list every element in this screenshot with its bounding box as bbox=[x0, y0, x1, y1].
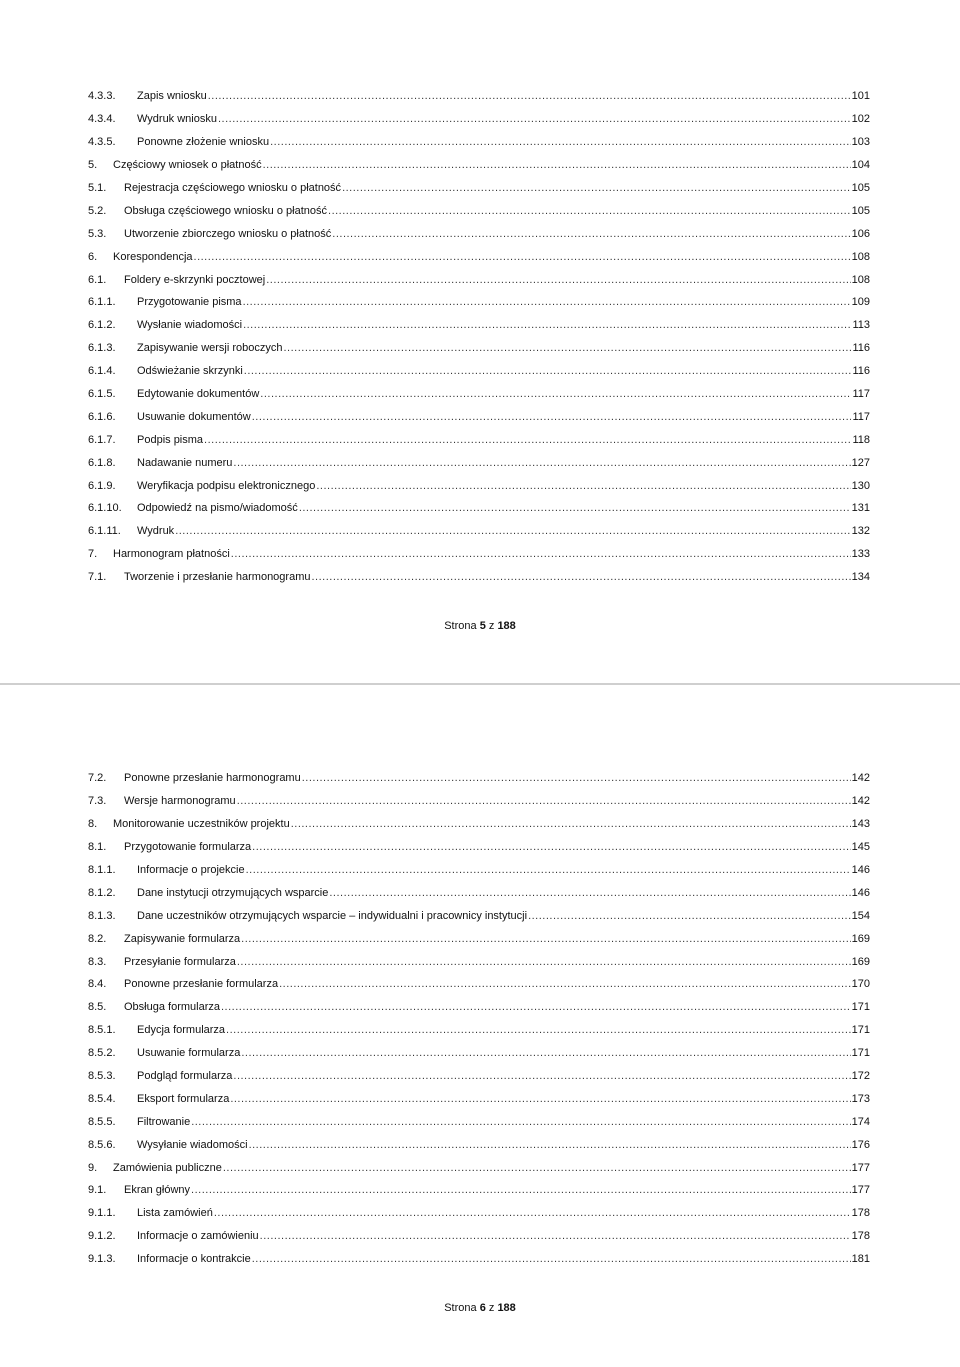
toc-dot-leader bbox=[223, 1161, 851, 1175]
toc-entry[interactable] bbox=[88, 474, 870, 497]
toc-dot-leader bbox=[342, 181, 851, 195]
toc-entry[interactable] bbox=[88, 497, 870, 520]
toc-entry[interactable] bbox=[88, 767, 870, 790]
toc-entry-title: Wydruk wniosku bbox=[137, 113, 217, 126]
toc-entry-number: 6.1.9. bbox=[88, 479, 116, 492]
toc-entry-number: 6.1.11. bbox=[88, 525, 121, 538]
toc-entry-title: Harmonogram płatności bbox=[113, 548, 230, 561]
toc-entry-title: Dane instytucji otrzymujących wsparcie bbox=[137, 886, 329, 899]
toc-entry-title: Zapisywanie wersji roboczych bbox=[137, 342, 283, 355]
toc-entry-title: Obsługa formularza bbox=[124, 1001, 220, 1014]
footer-current-page: 5 bbox=[479, 620, 486, 632]
toc-entry[interactable] bbox=[88, 973, 870, 996]
toc-entry-title: Edytowanie dokumentów bbox=[137, 388, 260, 401]
toc-entry-number: 6.1. bbox=[88, 273, 107, 286]
toc-entry[interactable] bbox=[88, 451, 870, 474]
toc-dot-leader bbox=[528, 909, 851, 923]
toc-entry-title: Eksport formularza bbox=[137, 1092, 230, 1105]
toc-dot-leader bbox=[226, 1023, 851, 1037]
toc-dot-leader bbox=[252, 1252, 851, 1266]
toc-entry-number: 5.3. bbox=[88, 227, 107, 240]
toc-entry-number: 8.4. bbox=[88, 978, 107, 991]
toc-dot-leader bbox=[266, 273, 850, 287]
toc-entry-page-number: 134 bbox=[851, 571, 870, 584]
toc-entry[interactable] bbox=[88, 1156, 870, 1179]
toc-dot-leader bbox=[270, 135, 851, 149]
toc-entry-page-number: 146 bbox=[851, 864, 870, 876]
toc-dot-leader bbox=[316, 479, 850, 493]
toc-dot-leader bbox=[175, 524, 850, 538]
toc-entry-page-number: 117 bbox=[852, 410, 870, 423]
toc-entry-title: Wersje harmonogramu bbox=[124, 795, 236, 808]
toc-entry-page-number: 171 bbox=[851, 1047, 870, 1060]
toc-entry[interactable] bbox=[88, 108, 870, 131]
toc-entry[interactable] bbox=[88, 836, 870, 859]
toc-entry-page-number: 133 bbox=[851, 548, 870, 561]
toc-entry-title: Ponowne przesłanie harmonogramu bbox=[124, 772, 301, 785]
toc-entry[interactable] bbox=[88, 1179, 870, 1202]
toc-entry-page-number: 146 bbox=[851, 886, 870, 899]
toc-entry-number: 6.1.1. bbox=[88, 296, 116, 309]
toc-entry-page-number: 105 bbox=[851, 182, 870, 194]
toc-entry-page-number: 127 bbox=[851, 456, 870, 469]
toc-entry-number: 8.5.5. bbox=[88, 1115, 116, 1128]
toc-dot-leader bbox=[249, 1138, 851, 1152]
toc-entry-page-number: 181 bbox=[851, 1253, 870, 1266]
toc-entry-page-number: 116 bbox=[852, 342, 870, 355]
toc-entry-page-number: 109 bbox=[851, 296, 870, 309]
table-of-contents bbox=[88, 85, 870, 589]
toc-entry[interactable] bbox=[88, 859, 870, 882]
table-of-contents bbox=[88, 767, 870, 1271]
toc-entry-number: 8. bbox=[88, 818, 98, 831]
toc-entry-page-number: 177 bbox=[851, 1161, 870, 1174]
toc-dot-leader bbox=[243, 295, 851, 309]
toc-entry-page-number: 176 bbox=[851, 1138, 870, 1151]
toc-entry-page-number: 171 bbox=[851, 1001, 870, 1014]
toc-entry-number: 4.3.5. bbox=[88, 136, 116, 149]
toc-entry[interactable] bbox=[88, 222, 870, 245]
toc-entry[interactable] bbox=[88, 520, 870, 543]
toc-entry-title: Częściowy wniosek o płatność bbox=[113, 159, 262, 172]
toc-entry[interactable] bbox=[88, 154, 870, 177]
toc-entry-title: Nadawanie numeru bbox=[137, 456, 233, 469]
toc-entry[interactable] bbox=[88, 1225, 870, 1248]
toc-entry[interactable] bbox=[88, 1042, 870, 1065]
toc-entry-number: 9.1.2. bbox=[88, 1230, 116, 1243]
toc-entry-title: Utworzenie zbiorczego wniosku o płatność bbox=[124, 227, 332, 240]
toc-entry[interactable] bbox=[88, 268, 870, 291]
page-footer bbox=[0, 620, 960, 632]
toc-entry[interactable] bbox=[88, 291, 870, 314]
toc-entry[interactable] bbox=[88, 543, 870, 566]
toc-entry-number: 9.1.1. bbox=[88, 1207, 116, 1220]
toc-entry-page-number: 106 bbox=[851, 227, 870, 240]
toc-dot-leader bbox=[252, 410, 851, 424]
toc-entry[interactable] bbox=[88, 790, 870, 813]
toc-entry-title: Foldery e-skrzynki pocztowej bbox=[124, 273, 266, 286]
toc-entry-number: 6.1.5. bbox=[88, 388, 116, 401]
toc-dot-leader bbox=[332, 227, 850, 241]
toc-entry-number: 8.5.1. bbox=[88, 1024, 116, 1037]
toc-entry-page-number: 132 bbox=[851, 525, 870, 538]
toc-entry-page-number: 142 bbox=[851, 772, 870, 785]
toc-dot-leader bbox=[252, 840, 850, 854]
toc-dot-leader bbox=[221, 1000, 851, 1014]
toc-entry-title: Korespondencja bbox=[113, 250, 193, 263]
toc-entry-title: Podgląd formularza bbox=[137, 1070, 233, 1083]
toc-entry[interactable] bbox=[88, 1087, 870, 1110]
toc-entry[interactable] bbox=[88, 337, 870, 360]
toc-dot-leader bbox=[311, 570, 850, 584]
toc-entry-page-number: 178 bbox=[851, 1207, 870, 1220]
toc-entry-number: 9.1. bbox=[88, 1184, 107, 1197]
document-page-5 bbox=[0, 0, 960, 683]
footer-prefix: Strona bbox=[444, 1302, 477, 1314]
toc-entry[interactable] bbox=[88, 314, 870, 337]
footer-prefix: Strona bbox=[444, 620, 477, 632]
toc-entry-title: Przygotowanie formularza bbox=[124, 841, 252, 854]
toc-entry-number: 9. bbox=[88, 1161, 98, 1174]
toc-entry-page-number: 172 bbox=[851, 1070, 870, 1083]
toc-entry-title: Ekran główny bbox=[124, 1184, 191, 1197]
toc-entry-number: 8.5.3. bbox=[88, 1070, 116, 1083]
toc-dot-leader bbox=[299, 501, 851, 515]
toc-entry[interactable] bbox=[88, 405, 870, 428]
toc-entry-page-number: 118 bbox=[852, 433, 870, 446]
toc-entry-number: 4.3.3. bbox=[88, 90, 116, 103]
toc-entry-page-number: 170 bbox=[851, 978, 870, 991]
toc-entry[interactable] bbox=[88, 199, 870, 222]
toc-entry-number: 8.3. bbox=[88, 955, 107, 968]
toc-dot-leader bbox=[246, 863, 851, 877]
toc-entry[interactable] bbox=[88, 813, 870, 836]
toc-entry-page-number: 143 bbox=[851, 818, 870, 831]
toc-entry-title: Zamówienia publiczne bbox=[113, 1161, 222, 1174]
toc-dot-leader bbox=[263, 158, 851, 172]
toc-entry-number: 8.1.1. bbox=[88, 864, 116, 876]
document-page-6 bbox=[0, 686, 960, 1367]
toc-entry[interactable] bbox=[88, 177, 870, 200]
toc-entry-title: Rejestracja częściowego wniosku o płatność bbox=[124, 182, 342, 194]
page-divider bbox=[0, 683, 960, 685]
toc-entry-title: Ponowne przesłanie formularza bbox=[124, 978, 279, 991]
toc-entry[interactable] bbox=[88, 904, 870, 927]
toc-entry-title: Zapisywanie formularza bbox=[124, 932, 241, 945]
toc-entry[interactable] bbox=[88, 927, 870, 950]
toc-entry-title: Ponowne złożenie wniosku bbox=[137, 136, 270, 149]
toc-entry-number: 8.5.2. bbox=[88, 1047, 116, 1060]
toc-dot-leader bbox=[194, 250, 851, 264]
toc-dot-leader bbox=[208, 89, 851, 103]
toc-entry[interactable] bbox=[88, 1065, 870, 1088]
toc-entry[interactable] bbox=[88, 1133, 870, 1156]
toc-entry-number: 7.1. bbox=[88, 571, 107, 584]
toc-entry-number: 8.5.4. bbox=[88, 1092, 116, 1105]
toc-entry-title: Zapis wniosku bbox=[137, 90, 207, 103]
toc-entry-number: 6.1.8. bbox=[88, 456, 116, 469]
toc-entry-number: 7.3. bbox=[88, 795, 107, 808]
toc-entry-number: 8.5. bbox=[88, 1001, 107, 1014]
toc-entry-title: Obsługa częściowego wniosku o płatność bbox=[124, 204, 328, 217]
toc-dot-leader bbox=[191, 1183, 851, 1197]
toc-entry-page-number: 108 bbox=[851, 273, 870, 286]
page-footer bbox=[0, 1302, 960, 1314]
toc-dot-leader bbox=[233, 1069, 850, 1083]
toc-entry-page-number: 130 bbox=[851, 479, 870, 492]
toc-entry-page-number: 103 bbox=[851, 136, 870, 149]
toc-entry-title: Odświeżanie skrzynki bbox=[137, 365, 243, 378]
toc-entry[interactable] bbox=[88, 1110, 870, 1133]
toc-entry-number: 6.1.10. bbox=[88, 502, 122, 515]
footer-separator: z bbox=[488, 620, 495, 632]
toc-entry-number: 7.2. bbox=[88, 772, 107, 785]
toc-dot-leader bbox=[231, 547, 851, 561]
toc-entry-title: Dane uczestników otrzymujących wsparcie – indywidualni i pracownicy instytucji bbox=[137, 909, 528, 922]
toc-entry-page-number: 171 bbox=[851, 1024, 870, 1037]
toc-entry-title: Informacje o projekcie bbox=[137, 864, 245, 876]
toc-entry-page-number: 101 bbox=[851, 90, 870, 103]
toc-dot-leader bbox=[329, 886, 850, 900]
toc-entry-title: Informacje o kontrakcie bbox=[137, 1253, 251, 1266]
toc-entry-title: Monitorowanie uczestników projektu bbox=[113, 818, 290, 831]
toc-entry-title: Przygotowanie pisma bbox=[137, 296, 242, 309]
footer-current-page: 6 bbox=[479, 1302, 486, 1314]
toc-entry-number: 6.1.3. bbox=[88, 342, 116, 355]
toc-entry-title: Przesyłanie formularza bbox=[124, 955, 236, 968]
toc-dot-leader bbox=[237, 955, 851, 969]
toc-entry[interactable] bbox=[88, 1248, 870, 1271]
toc-entry-number: 5.2. bbox=[88, 204, 107, 217]
toc-entry[interactable] bbox=[88, 85, 870, 108]
toc-entry-number: 6.1.6. bbox=[88, 410, 116, 423]
toc-entry-number: 6. bbox=[88, 250, 98, 263]
toc-dot-leader bbox=[284, 341, 852, 355]
toc-dot-leader bbox=[241, 1046, 850, 1060]
toc-dot-leader bbox=[291, 817, 851, 831]
toc-entry[interactable] bbox=[88, 566, 870, 589]
toc-entry[interactable] bbox=[88, 245, 870, 268]
toc-dot-leader bbox=[230, 1092, 850, 1106]
toc-entry-title: Edycja formularza bbox=[137, 1024, 226, 1037]
toc-dot-leader bbox=[243, 318, 851, 332]
toc-entry-title: Wysyłanie wiadomości bbox=[137, 1138, 248, 1151]
toc-entry-title: Informacje o zamówieniu bbox=[137, 1230, 259, 1243]
toc-entry-number: 5. bbox=[88, 159, 98, 172]
toc-entry[interactable] bbox=[88, 383, 870, 406]
toc-entry-page-number: 116 bbox=[852, 365, 870, 378]
toc-dot-leader bbox=[214, 1206, 851, 1220]
toc-entry-page-number: 174 bbox=[851, 1115, 870, 1128]
toc-entry[interactable] bbox=[88, 1202, 870, 1225]
toc-entry-page-number: 169 bbox=[851, 955, 870, 968]
toc-entry-page-number: 173 bbox=[851, 1092, 870, 1105]
toc-dot-leader bbox=[260, 387, 851, 401]
footer-separator: z bbox=[488, 1302, 495, 1314]
toc-entry-page-number: 105 bbox=[851, 204, 870, 217]
footer-total-pages: 188 bbox=[497, 1302, 516, 1314]
toc-entry-number: 8.1.2. bbox=[88, 886, 116, 899]
toc-entry-page-number: 178 bbox=[851, 1230, 870, 1243]
toc-entry[interactable] bbox=[88, 996, 870, 1019]
toc-entry[interactable] bbox=[88, 950, 870, 973]
toc-entry-number: 7. bbox=[88, 548, 98, 561]
toc-dot-leader bbox=[191, 1115, 850, 1129]
toc-entry-page-number: 154 bbox=[851, 909, 870, 922]
toc-entry-title: Weryfikacja podpisu elektronicznego bbox=[137, 479, 316, 492]
toc-entry-page-number: 117 bbox=[852, 388, 870, 401]
toc-entry-number: 8.2. bbox=[88, 932, 107, 945]
toc-entry-page-number: 113 bbox=[852, 319, 870, 332]
toc-entry[interactable] bbox=[88, 881, 870, 904]
toc-entry[interactable] bbox=[88, 1019, 870, 1042]
toc-dot-leader bbox=[218, 112, 851, 126]
toc-entry-title: Odpowiedź na pismo/wiadomość bbox=[137, 502, 298, 515]
toc-entry-page-number: 102 bbox=[851, 113, 870, 126]
toc-dot-leader bbox=[260, 1229, 851, 1243]
toc-entry-page-number: 131 bbox=[851, 502, 870, 515]
toc-entry-title: Usuwanie formularza bbox=[137, 1047, 241, 1060]
toc-entry-number: 6.1.4. bbox=[88, 365, 116, 378]
toc-entry[interactable] bbox=[88, 131, 870, 154]
toc-entry-title: Usuwanie dokumentów bbox=[137, 410, 251, 423]
toc-entry-page-number: 169 bbox=[851, 932, 870, 945]
toc-entry-number: 4.3.4. bbox=[88, 113, 116, 126]
toc-entry[interactable] bbox=[88, 360, 870, 383]
toc-dot-leader bbox=[204, 433, 851, 447]
toc-entry-page-number: 104 bbox=[851, 159, 870, 172]
toc-entry[interactable] bbox=[88, 428, 870, 451]
toc-entry-number: 8.5.6. bbox=[88, 1138, 116, 1151]
toc-entry-number: 9.1.3. bbox=[88, 1253, 116, 1266]
toc-entry-page-number: 177 bbox=[851, 1184, 870, 1197]
footer-total-pages: 188 bbox=[497, 620, 516, 632]
toc-dot-leader bbox=[244, 364, 851, 378]
toc-dot-leader bbox=[241, 932, 850, 946]
toc-entry-title: Tworzenie i przesłanie harmonogramu bbox=[124, 571, 311, 584]
toc-entry-number: 8.1. bbox=[88, 841, 107, 854]
toc-entry-number: 6.1.2. bbox=[88, 319, 116, 332]
toc-entry-title: Filtrowanie bbox=[137, 1115, 191, 1128]
toc-entry-number: 6.1.7. bbox=[88, 433, 116, 446]
toc-entry-page-number: 108 bbox=[851, 250, 870, 263]
toc-dot-leader bbox=[237, 794, 851, 808]
toc-dot-leader bbox=[328, 204, 851, 218]
toc-dot-leader bbox=[302, 771, 851, 785]
toc-entry-title: Wydruk bbox=[137, 525, 175, 538]
toc-entry-title: Podpis pisma bbox=[137, 433, 204, 446]
toc-entry-title: Wysłanie wiadomości bbox=[137, 319, 243, 332]
toc-entry-title: Lista zamówień bbox=[137, 1207, 213, 1220]
toc-entry-page-number: 142 bbox=[851, 795, 870, 808]
toc-dot-leader bbox=[233, 456, 850, 470]
toc-dot-leader bbox=[279, 977, 851, 991]
toc-entry-number: 8.1.3. bbox=[88, 909, 116, 922]
toc-entry-number: 5.1. bbox=[88, 182, 107, 194]
toc-entry-page-number: 145 bbox=[851, 841, 870, 854]
